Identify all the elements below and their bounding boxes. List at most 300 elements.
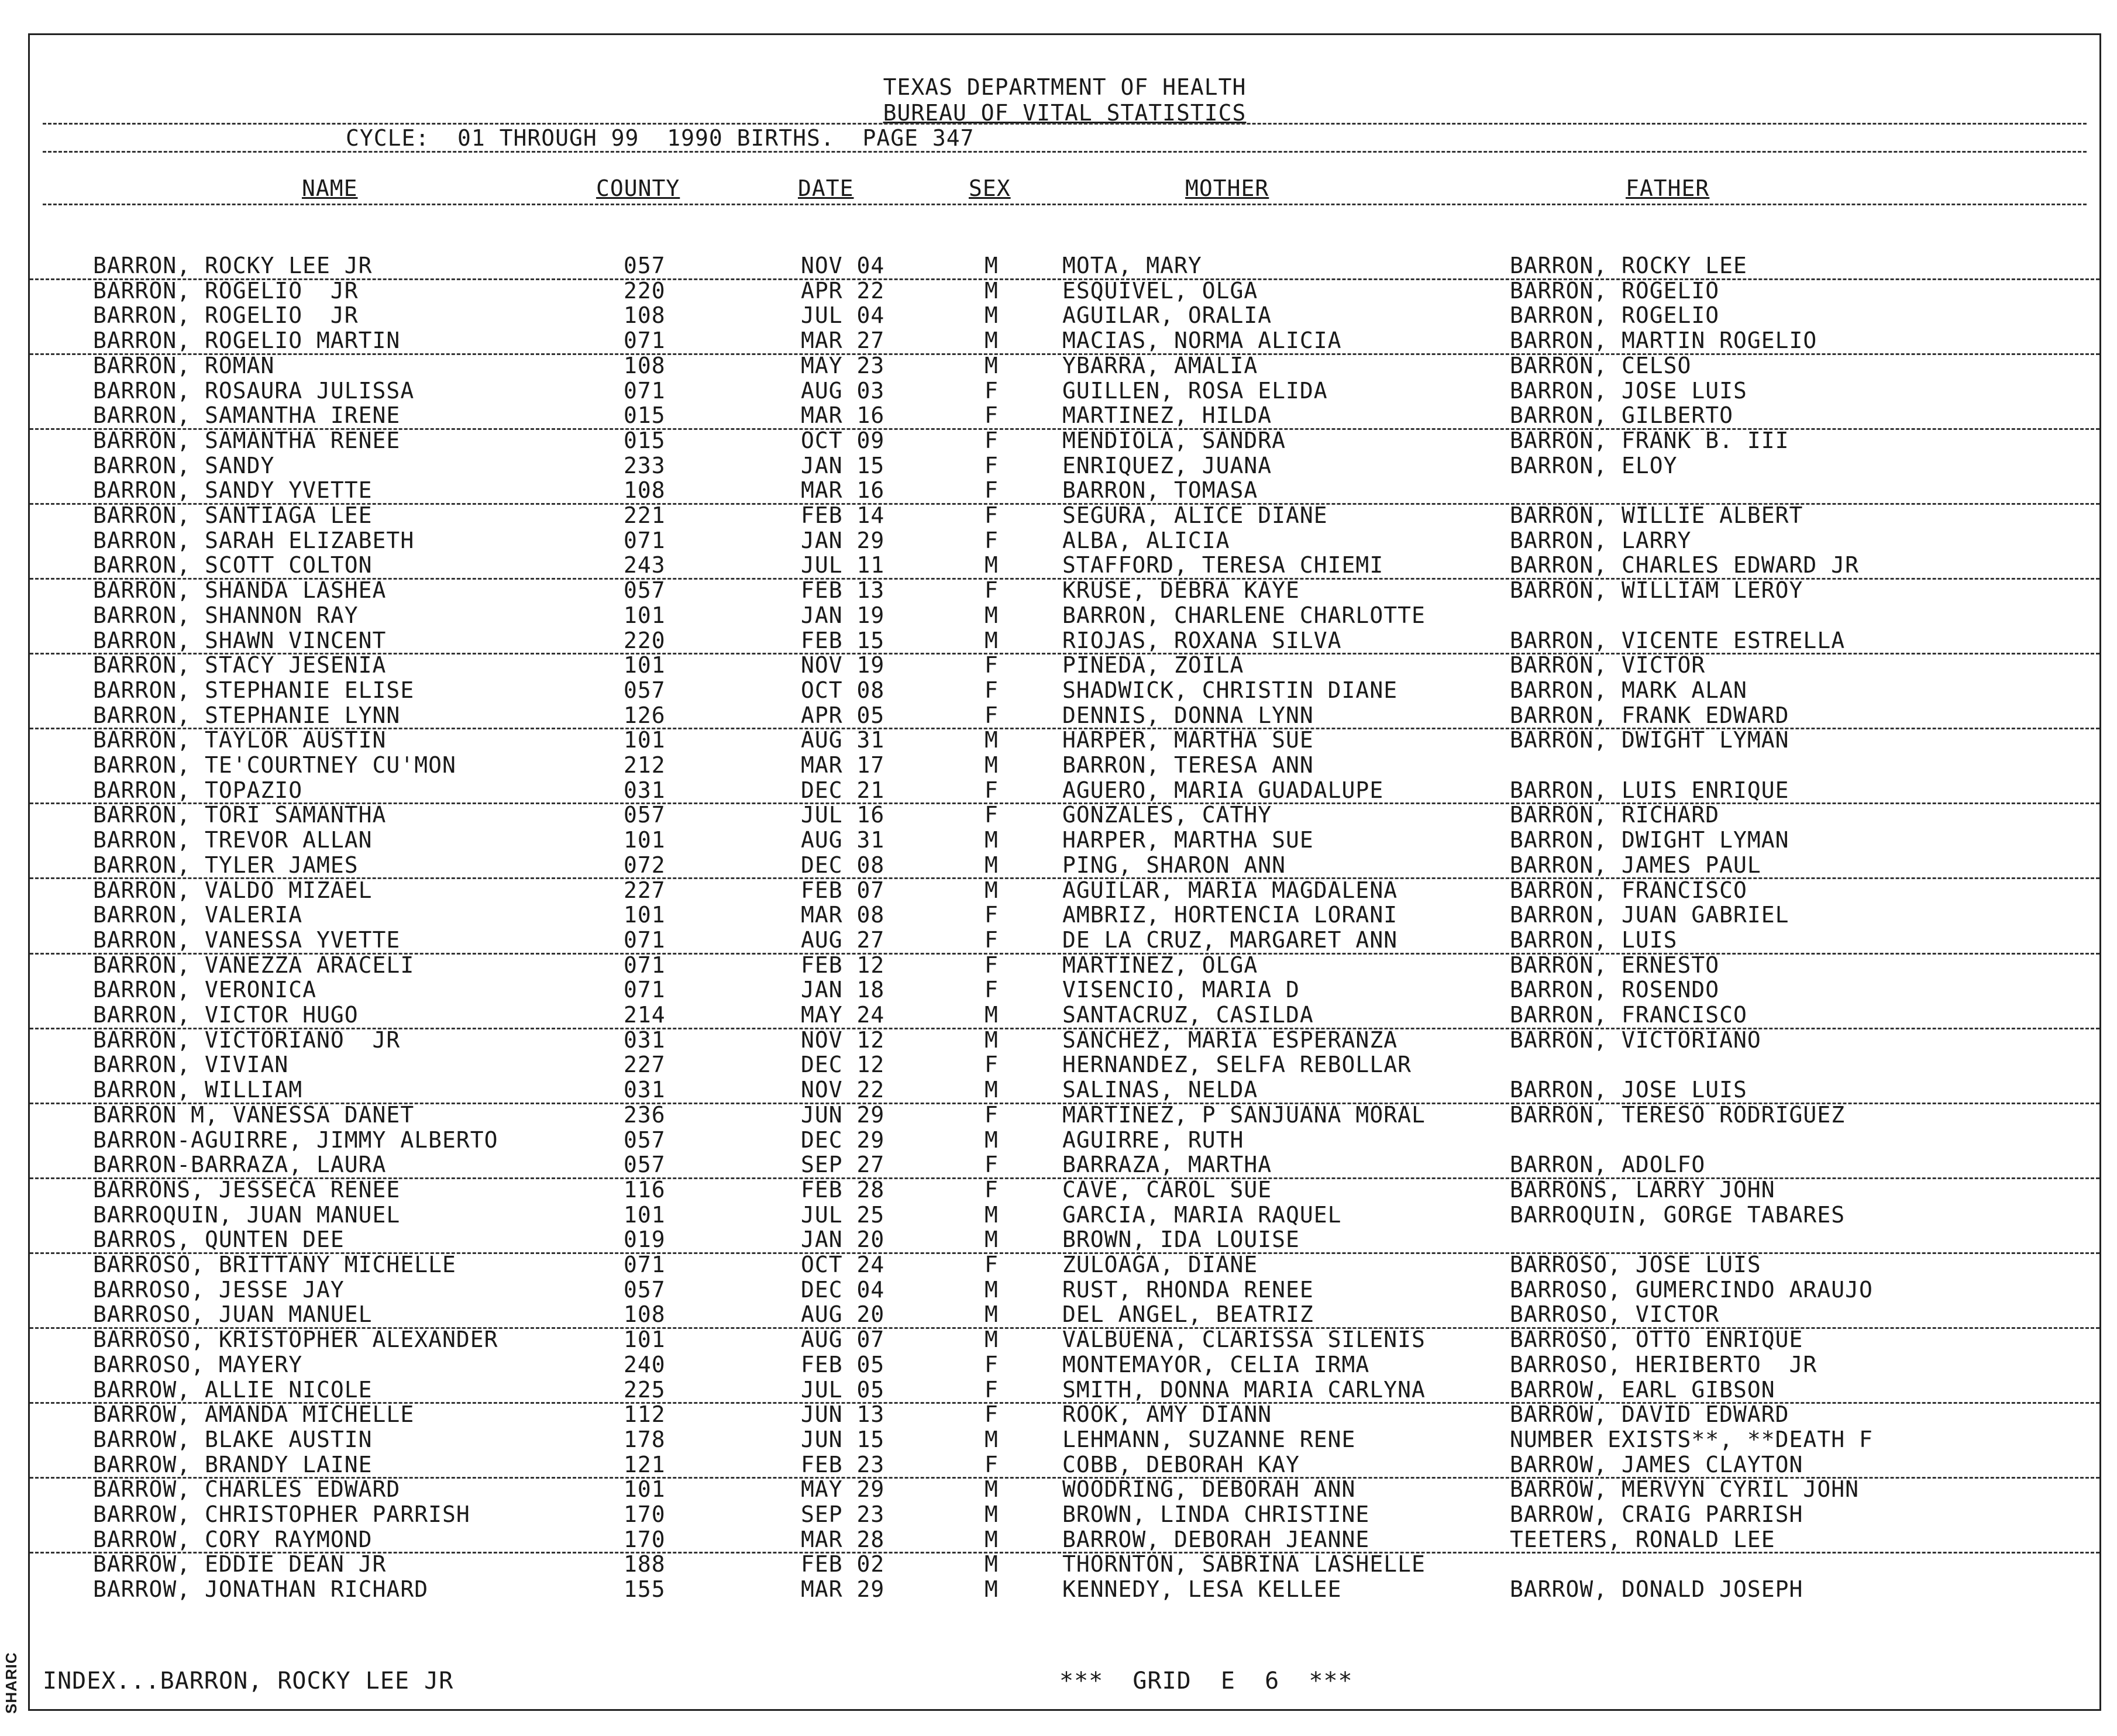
cell-sex: M (985, 253, 999, 278)
cell-father: BARRON, VICTORIANO (1510, 1027, 1761, 1053)
table-row (30, 1177, 2099, 1203)
cell-mother: BARRAZA, MARTHA (1062, 1152, 1272, 1178)
cell-date: MAR 29 (801, 1576, 885, 1603)
cell-county: 057 (624, 802, 666, 828)
table-row (30, 1128, 2099, 1153)
cell-name: BARROW, CHRISTOPHER PARRISH (93, 1501, 470, 1527)
cell-father: BARROW, MERVYN CYRIL JOHN (1510, 1476, 1859, 1503)
cell-county: 220 (624, 277, 666, 304)
cell-mother: AGUILAR, ORALIA (1062, 302, 1272, 329)
table-row (30, 403, 2099, 430)
cell-date: MAR 17 (801, 752, 885, 778)
cell-mother: THORNTON, SABRINA LASHELLE (1062, 1551, 1426, 1577)
cell-date: DEC 04 (801, 1276, 885, 1303)
table-row (30, 1003, 2099, 1029)
cell-mother: HARPER, MARTHA SUE (1062, 727, 1314, 753)
cell-father: BARROSO, VICTOR (1510, 1301, 1720, 1328)
cell-father: BARRON, ADOLFO (1510, 1152, 1706, 1178)
table-row (30, 1577, 2099, 1602)
cell-mother: CAVE, CAROL SUE (1062, 1176, 1272, 1203)
cell-date: DEC 12 (801, 1052, 885, 1078)
cell-sex: M (985, 1576, 999, 1603)
cell-name: BARRON M, VANESSA DANET (93, 1101, 415, 1128)
agency-title: TEXAS DEPARTMENT OF HEALTH (883, 74, 1247, 100)
column-header-name: NAME (302, 175, 358, 201)
cell-sex: M (985, 1201, 999, 1228)
cell-county: 240 (624, 1351, 666, 1377)
cell-name: BARRON, SAMANTHA IRENE (93, 402, 401, 429)
cell-father: BARRON, LUIS ENRIQUE (1510, 777, 1789, 803)
cell-father: BARROQUIN, GORGE TABARES (1510, 1201, 1846, 1228)
cell-sex: M (985, 552, 999, 578)
table-row (30, 1277, 2099, 1303)
table-row (30, 878, 2099, 903)
cell-sex: F (985, 902, 999, 928)
cell-father: NUMBER EXISTS**, **DEATH F (1510, 1426, 1873, 1452)
cell-sex: F (985, 1101, 999, 1128)
table-row (30, 353, 2099, 378)
cell-mother: ENRIQUEZ, JUANA (1062, 452, 1272, 478)
cell-date: JUN 29 (801, 1101, 885, 1128)
cell-father: TEETERS, RONALD LEE (1510, 1526, 1775, 1552)
cell-mother: BARRON, TERESA ANN (1062, 752, 1314, 778)
cell-sex: M (985, 1501, 999, 1527)
cell-date: JAN 19 (801, 602, 885, 628)
cell-date: JAN 15 (801, 452, 885, 478)
cell-date: FEB 12 (801, 952, 885, 978)
cell-sex: F (985, 1152, 999, 1178)
cell-name: BARRON, SHANNON RAY (93, 602, 359, 628)
cell-date: MAR 16 (801, 402, 885, 429)
cell-date: SEP 23 (801, 1501, 885, 1527)
table-row (30, 853, 2099, 880)
cell-sex: M (985, 1127, 999, 1153)
header-divider-2 (43, 151, 2087, 153)
cell-father: BARRON, ROCKY LEE (1510, 253, 1747, 278)
cell-father: BARRON, WILLIAM LEROY (1510, 577, 1803, 604)
cell-mother: STAFFORD, TERESA CHIEMI (1062, 552, 1384, 578)
header-divider (43, 123, 2087, 125)
cell-sex: F (985, 1351, 999, 1377)
cell-father: BARROW, DAVID EDWARD (1510, 1401, 1789, 1428)
cell-county: 101 (624, 1476, 666, 1503)
cell-name: BARRON, VALERIA (93, 902, 303, 928)
cell-county: 031 (624, 1027, 666, 1053)
side-stamp: SHARIC (2, 1652, 20, 1714)
cell-mother: MARTINEZ, OLGA (1062, 952, 1258, 978)
cell-sex: M (985, 1002, 999, 1028)
cell-mother: KRUSE, DEBRA KAYE (1062, 577, 1300, 604)
cell-county: 071 (624, 527, 666, 553)
cell-sex: M (985, 302, 999, 329)
table-row (30, 678, 2099, 703)
table-row (30, 453, 2099, 478)
cell-mother: COBB, DEBORAH KAY (1062, 1451, 1300, 1477)
cell-name: BARRON, TAYLOR AUSTIN (93, 727, 387, 753)
cell-county: 101 (624, 827, 666, 853)
cell-sex: M (985, 1327, 999, 1353)
table-row (30, 628, 2099, 655)
table-row (30, 1028, 2099, 1053)
cell-county: 178 (624, 1426, 666, 1452)
cell-father: BARRON, LUIS (1510, 926, 1678, 953)
column-header-sex: SEX (969, 175, 1011, 201)
cell-mother: AGUILAR, MARIA MAGDALENA (1062, 877, 1398, 903)
cell-county: 108 (624, 302, 666, 329)
cell-name: BARRON-BARRAZA, LAURA (93, 1152, 387, 1178)
cell-father: BARROSO, JOSE LUIS (1510, 1252, 1761, 1277)
cell-date: FEB 14 (801, 502, 885, 528)
table-row (30, 428, 2099, 453)
cell-sex: F (985, 477, 999, 504)
cell-sex: M (985, 352, 999, 378)
bureau-title: BUREAU OF VITAL STATISTICS (883, 100, 1247, 126)
cell-date: MAY 23 (801, 352, 885, 378)
table-row (30, 828, 2099, 853)
cell-county: 116 (624, 1176, 666, 1203)
cell-sex: F (985, 652, 999, 678)
cell-county: 071 (624, 377, 666, 404)
table-row (30, 953, 2099, 978)
cell-sex: F (985, 977, 999, 1003)
table-row (30, 1552, 2099, 1577)
cell-father: BARRON, JOSE LUIS (1510, 377, 1747, 404)
cell-county: 236 (624, 1101, 666, 1128)
cell-county: 031 (624, 1077, 666, 1103)
cell-mother: PING, SHARON ANN (1062, 852, 1286, 878)
cell-name: BARRON, SANTIAGA LEE (93, 502, 373, 528)
cell-mother: SANTACRUZ, CASILDA (1062, 1002, 1314, 1028)
cell-county: 019 (624, 1227, 666, 1253)
cell-name: BARRON, STACY JESENIA (93, 652, 387, 678)
cell-sex: M (985, 328, 999, 354)
cell-county: 126 (624, 702, 666, 728)
cell-father: BARROW, DONALD JOSEPH (1510, 1576, 1803, 1603)
cell-mother: SHADWICK, CHRISTIN DIANE (1062, 677, 1398, 703)
cell-mother: PINEDA, ZOILA (1062, 652, 1244, 678)
cell-date: AUG 03 (801, 377, 885, 404)
cell-date: JUL 04 (801, 302, 885, 329)
cell-mother: DEL ANGEL, BEATRIZ (1062, 1301, 1314, 1328)
column-header-father: FATHER (1626, 175, 1710, 201)
table-row (30, 1352, 2099, 1377)
cell-sex: M (985, 827, 999, 853)
cell-mother: BARRON, CHARLENE CHARLOTTE (1062, 602, 1426, 628)
cell-sex: F (985, 377, 999, 404)
cell-mother: MENDIOLA, SANDRA (1062, 427, 1286, 453)
cell-father: BARRONS, LARRY JOHN (1510, 1176, 1775, 1203)
cell-father: BARRON, JUAN GABRIEL (1510, 902, 1789, 928)
cell-name: BARRON, SHAWN VINCENT (93, 627, 387, 653)
cell-county: 071 (624, 952, 666, 978)
table-row (30, 1252, 2099, 1277)
cell-county: 101 (624, 652, 666, 678)
cell-father: BARRON, FRANCISCO (1510, 1002, 1747, 1028)
cell-sex: M (985, 1301, 999, 1328)
cell-mother: AGUERO, MARIA GUADALUPE (1062, 777, 1384, 803)
column-header-divider (43, 204, 2087, 205)
cell-county: 188 (624, 1551, 666, 1577)
cell-sex: F (985, 527, 999, 553)
cell-name: BARRON, VALDO MIZAEL (93, 877, 373, 903)
cell-county: 057 (624, 1276, 666, 1303)
cell-county: 031 (624, 777, 666, 803)
cell-date: MAR 27 (801, 328, 885, 354)
cell-father: BARROSO, HERIBERTO JR (1510, 1351, 1817, 1377)
table-row (30, 1077, 2099, 1104)
cell-name: BARRON, SARAH ELIZABETH (93, 527, 415, 553)
cell-county: 108 (624, 1301, 666, 1328)
cell-name: BARROSO, BRITTANY MICHELLE (93, 1252, 456, 1277)
cell-county: 057 (624, 677, 666, 703)
cell-name: BARRON, TE'COURTNEY CU'MON (93, 752, 456, 778)
footer-index: INDEX...BARRON, ROCKY LEE JR (43, 1668, 454, 1694)
cell-father: BARRON, MARK ALAN (1510, 677, 1747, 703)
cell-sex: F (985, 427, 999, 453)
cell-name: BARRON, SANDY YVETTE (93, 477, 373, 504)
cell-name: BARRON, TORI SAMANTHA (93, 802, 387, 828)
cell-mother: ZULOAGA, DIANE (1062, 1252, 1258, 1277)
cell-father: BARROW, JAMES CLAYTON (1510, 1451, 1803, 1477)
cell-sex: M (985, 602, 999, 628)
cell-date: FEB 07 (801, 877, 885, 903)
cell-mother: YBARRA, AMALIA (1062, 352, 1258, 378)
cell-name: BARRON, ROMAN (93, 352, 275, 378)
cell-name: BARROW, AMANDA MICHELLE (93, 1401, 415, 1428)
cell-name: BARRON, TOPAZIO (93, 777, 303, 803)
cell-county: 072 (624, 852, 666, 878)
cell-father: BARRON, ROSENDO (1510, 977, 1720, 1003)
table-row (30, 903, 2099, 928)
table-row (30, 553, 2099, 580)
cell-county: 121 (624, 1451, 666, 1477)
cell-father: BARROSO, GUMERCINDO ARAUJO (1510, 1276, 1873, 1303)
cell-name: BARROW, BLAKE AUSTIN (93, 1426, 373, 1452)
cell-county: 220 (624, 627, 666, 653)
cell-date: FEB 23 (801, 1451, 885, 1477)
cell-county: 227 (624, 1052, 666, 1078)
table-row (30, 1203, 2099, 1228)
cell-date: MAR 08 (801, 902, 885, 928)
cell-sex: M (985, 1276, 999, 1303)
cell-name: BARRON, TYLER JAMES (93, 852, 359, 878)
cell-date: NOV 04 (801, 253, 885, 278)
cell-name: BARRON, STEPHANIE LYNN (93, 702, 401, 728)
cell-father: BARRON, DWIGHT LYMAN (1510, 827, 1789, 853)
cell-sex: M (985, 727, 999, 753)
cell-mother: KENNEDY, LESA KELLEE (1062, 1576, 1342, 1603)
cell-county: 227 (624, 877, 666, 903)
cell-father: BARRON, LARRY (1510, 527, 1692, 553)
cell-name: BARRON, VANESSA YVETTE (93, 926, 401, 953)
cell-sex: F (985, 502, 999, 528)
table-row (30, 928, 2099, 955)
table-row (30, 303, 2099, 328)
cell-mother: WOODRING, DEBORAH ANN (1062, 1476, 1356, 1503)
table-row (30, 1052, 2099, 1077)
cell-father: BARRON, CELSO (1510, 352, 1692, 378)
cell-county: 071 (624, 1252, 666, 1277)
cell-date: JAN 20 (801, 1227, 885, 1253)
cell-date: SEP 27 (801, 1152, 885, 1178)
cell-name: BARRON, ROSAURA JULISSA (93, 377, 415, 404)
cell-sex: F (985, 702, 999, 728)
cell-sex: M (985, 877, 999, 903)
cell-father: BARRON, CHARLES EDWARD JR (1510, 552, 1859, 578)
cell-sex: M (985, 852, 999, 878)
cell-sex: M (985, 1476, 999, 1503)
cell-name: BARRON, WILLIAM (93, 1077, 303, 1103)
cell-father: BARRON, TERESO RODRIGUEZ (1510, 1101, 1846, 1128)
column-header-county: COUNTY (596, 175, 680, 201)
cell-sex: F (985, 1401, 999, 1428)
cell-county: 101 (624, 1201, 666, 1228)
cell-date: AUG 27 (801, 926, 885, 953)
cell-sex: M (985, 1077, 999, 1103)
cell-father: BARRON, ELOY (1510, 452, 1678, 478)
table-row (30, 1452, 2099, 1479)
cell-name: BARROW, ALLIE NICOLE (93, 1376, 373, 1403)
cell-name: BARRON, VERONICA (93, 977, 317, 1003)
cell-father: BARRON, ROGELIO (1510, 302, 1720, 329)
table-row (30, 728, 2099, 753)
cell-mother: LEHMANN, SUZANNE RENE (1062, 1426, 1356, 1452)
cell-date: JUN 15 (801, 1426, 885, 1452)
table-row (30, 1227, 2099, 1254)
cell-name: BARRON, ROGELIO MARTIN (93, 328, 401, 354)
cell-name: BARRON-AGUIRRE, JIMMY ALBERTO (93, 1127, 498, 1153)
cell-name: BARROW, EDDIE DEAN JR (93, 1551, 387, 1577)
cell-father: BARRON, VICTOR (1510, 652, 1706, 678)
cycle-line: CYCLE: 01 THROUGH 99 1990 BIRTHS. PAGE 347 (346, 125, 975, 151)
cell-county: 057 (624, 577, 666, 604)
cell-date: MAR 28 (801, 1526, 885, 1552)
table-row (30, 328, 2099, 355)
cell-name: BARRONS, JESSECA RENEE (93, 1176, 401, 1203)
cell-county: 108 (624, 477, 666, 504)
table-row (30, 753, 2099, 778)
cell-father: BARRON, ROGELIO (1510, 277, 1720, 304)
cell-date: JUL 16 (801, 802, 885, 828)
cell-county: 212 (624, 752, 666, 778)
table-row (30, 1302, 2099, 1329)
cell-sex: F (985, 452, 999, 478)
table-row (30, 378, 2099, 404)
cell-date: FEB 15 (801, 627, 885, 653)
cell-county: 057 (624, 253, 666, 278)
cell-date: AUG 20 (801, 1301, 885, 1328)
cell-mother: DENNIS, DONNA LYNN (1062, 702, 1314, 728)
cell-county: 101 (624, 902, 666, 928)
cell-father: BARROSO, OTTO ENRIQUE (1510, 1327, 1803, 1353)
cell-name: BARRON, VICTORIANO JR (93, 1027, 401, 1053)
cell-name: BARRON, STEPHANIE ELISE (93, 677, 415, 703)
cell-mother: HERNANDEZ, SELFA REBOLLAR (1062, 1052, 1412, 1078)
cell-sex: F (985, 1052, 999, 1078)
cell-county: 057 (624, 1152, 666, 1178)
cell-county: 155 (624, 1576, 666, 1603)
cell-name: BARROSO, JESSE JAY (93, 1276, 345, 1303)
table-row (30, 1152, 2099, 1179)
cell-mother: GUILLEN, ROSA ELIDA (1062, 377, 1328, 404)
cell-name: BARRON, VICTOR HUGO (93, 1002, 359, 1028)
cell-mother: VALBUENA, CLARISSA SILENIS (1062, 1327, 1426, 1353)
cell-sex: F (985, 777, 999, 803)
cell-father: BARRON, WILLIE ALBERT (1510, 502, 1803, 528)
cell-mother: SALINAS, NELDA (1062, 1077, 1258, 1103)
cell-county: 071 (624, 977, 666, 1003)
cell-date: AUG 31 (801, 827, 885, 853)
cell-mother: BROWN, LINDA CHRISTINE (1062, 1501, 1370, 1527)
cell-date: MAR 16 (801, 477, 885, 504)
cell-date: AUG 07 (801, 1327, 885, 1353)
cell-name: BARRON, VIVIAN (93, 1052, 289, 1078)
cell-mother: GARCIA, MARIA RAQUEL (1062, 1201, 1342, 1228)
cell-county: 170 (624, 1526, 666, 1552)
table-row (30, 1377, 2099, 1404)
cell-sex: M (985, 752, 999, 778)
table-row (30, 1402, 2099, 1427)
cell-date: JUN 13 (801, 1401, 885, 1428)
cell-name: BARROQUIN, JUAN MANUEL (93, 1201, 401, 1228)
cell-sex: F (985, 577, 999, 604)
table-row (30, 703, 2099, 730)
cell-county: 101 (624, 602, 666, 628)
cell-date: JAN 29 (801, 527, 885, 553)
cell-date: FEB 28 (801, 1176, 885, 1203)
table-row (30, 1427, 2099, 1452)
table-row (30, 1527, 2099, 1554)
column-header-date: DATE (798, 175, 854, 201)
cell-date: NOV 22 (801, 1077, 885, 1103)
cell-county: 057 (624, 1127, 666, 1153)
cell-father: BARRON, JOSE LUIS (1510, 1077, 1747, 1103)
cell-sex: M (985, 1426, 999, 1452)
table-row (30, 503, 2099, 528)
cell-mother: MARTINEZ, P SANJUANA MORAL (1062, 1101, 1426, 1128)
cell-father: BARROW, CRAIG PARRISH (1510, 1501, 1803, 1527)
cell-sex: F (985, 802, 999, 828)
cell-date: APR 22 (801, 277, 885, 304)
cell-mother: MOTA, MARY (1062, 253, 1202, 278)
table-row (30, 1477, 2099, 1502)
cell-father: BARRON, ERNESTO (1510, 952, 1720, 978)
cell-county: 015 (624, 427, 666, 453)
cell-name: BARROW, BRANDY LAINE (93, 1451, 373, 1477)
cell-father: BARRON, GILBERTO (1510, 402, 1734, 429)
cell-name: BARRON, TREVOR ALLAN (93, 827, 373, 853)
cell-date: JUL 05 (801, 1376, 885, 1403)
cell-date: AUG 31 (801, 727, 885, 753)
cell-sex: F (985, 1176, 999, 1203)
cell-sex: F (985, 677, 999, 703)
cell-county: 071 (624, 328, 666, 354)
cell-name: BARRON, SCOTT COLTON (93, 552, 373, 578)
cell-sex: F (985, 402, 999, 429)
cell-county: 233 (624, 452, 666, 478)
cell-father: BARRON, FRANK B. III (1510, 427, 1789, 453)
cell-mother: MARTINEZ, HILDA (1062, 402, 1272, 429)
cell-father: BARRON, DWIGHT LYMAN (1510, 727, 1789, 753)
cell-date: APR 05 (801, 702, 885, 728)
cell-date: FEB 13 (801, 577, 885, 604)
cell-name: BARRON, ROGELIO JR (93, 302, 359, 329)
cell-mother: VISENCIO, MARIA D (1062, 977, 1300, 1003)
table-row (30, 653, 2099, 678)
cell-date: OCT 24 (801, 1252, 885, 1277)
cell-date: NOV 12 (801, 1027, 885, 1053)
cell-name: BARRON, SHANDA LASHEA (93, 577, 387, 604)
